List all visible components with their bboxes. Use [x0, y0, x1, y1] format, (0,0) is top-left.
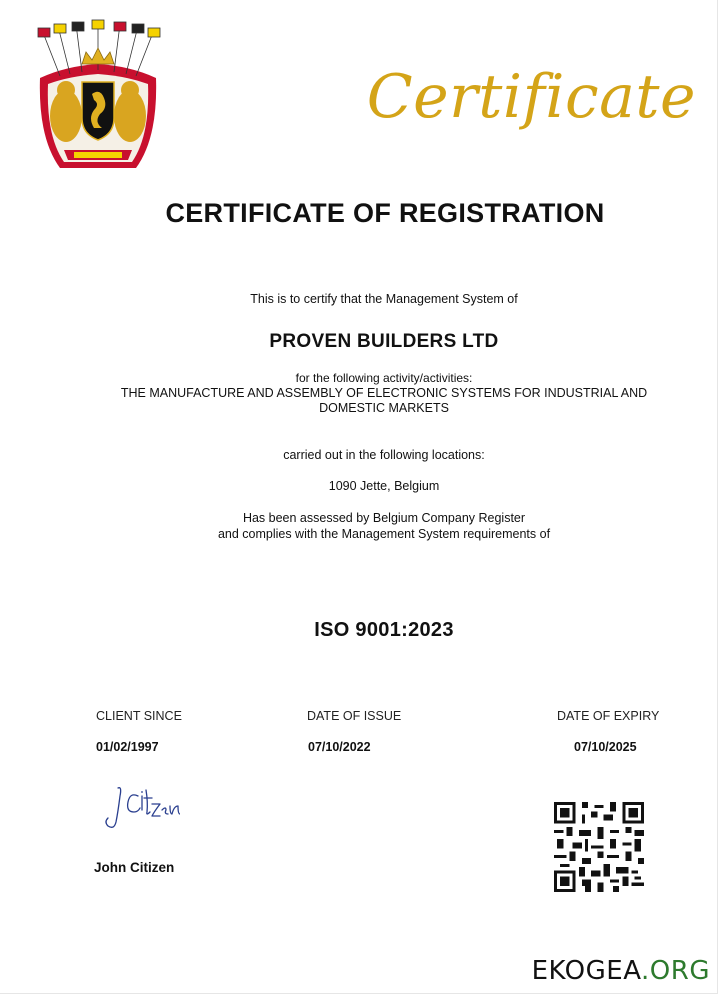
coat-of-arms-icon — [30, 18, 166, 178]
handwritten-signature — [100, 782, 180, 834]
activity-description: THE MANUFACTURE AND ASSEMBLY OF ELECTRONIC SYSTEMS FOR INDUSTRIAL AND DOMESTIC MARKETS — [120, 386, 648, 415]
watermark-part-2: .ORG — [641, 956, 710, 986]
qr-code-icon — [554, 802, 644, 892]
locations-intro: carried out in the following locations: — [283, 448, 485, 462]
assessment-statement — [0, 510, 720, 542]
assessment-line-2: and complies with the Management System requirements of — [217, 527, 551, 541]
company-name: PROVEN BUILDERS LTD — [269, 331, 499, 352]
expiry-date-value: 07/10/2025 — [574, 740, 637, 754]
issue-date-value: 07/10/2022 — [308, 740, 371, 754]
client-since-value: 01/02/1997 — [96, 740, 159, 754]
iso-standard: ISO 9001:2023 — [314, 619, 454, 641]
issue-date-label: DATE OF ISSUE — [307, 709, 402, 723]
activity-intro: for the following activity/activities: — [295, 371, 473, 385]
certificate-script-title: Certificate — [366, 62, 696, 132]
client-since-label: CLIENT SINCE — [96, 709, 182, 723]
document-title: CERTIFICATE OF REGISTRATION — [165, 198, 605, 228]
signer-name: John Citizen — [94, 860, 175, 875]
assessment-line-1: Has been assessed by Belgium Company Register — [242, 511, 526, 525]
expiry-date-label: DATE OF EXPIRY — [557, 709, 660, 723]
certify-statement: This is to certify that the Management System of — [250, 292, 518, 306]
location: 1090 Jette, Belgium — [328, 479, 440, 493]
watermark-part-1: EKOGEA — [531, 956, 642, 986]
source-watermark — [532, 956, 710, 986]
